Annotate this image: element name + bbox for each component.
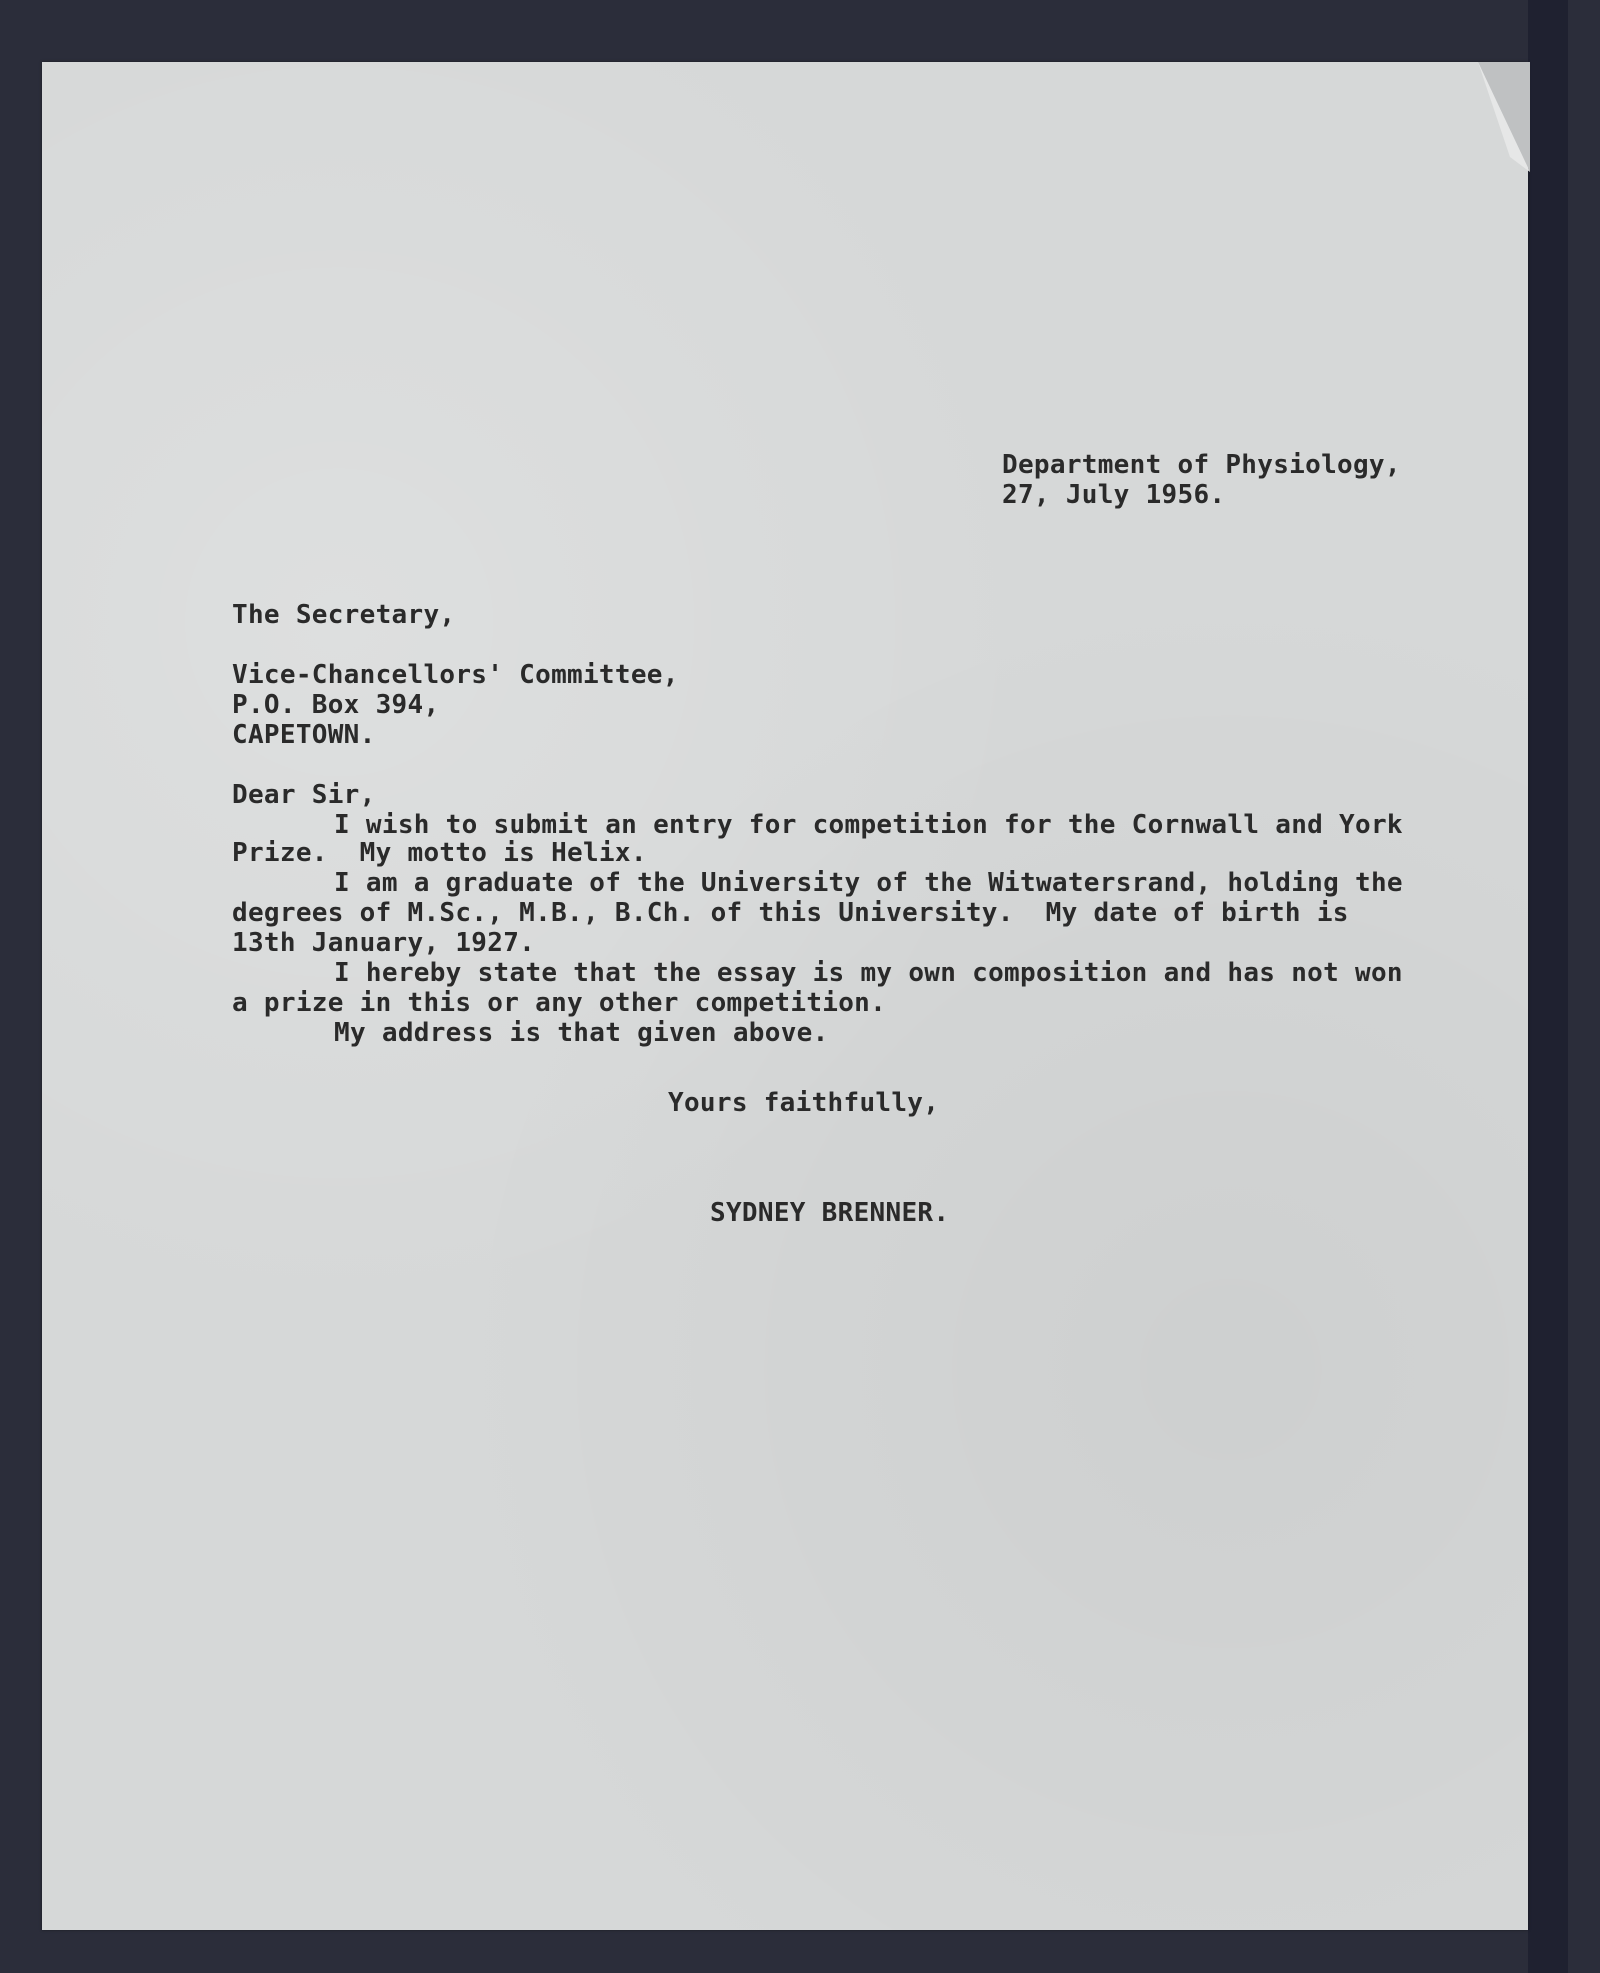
letter-date: 27, July 1956.	[1002, 480, 1226, 510]
body-line: a prize in this or any other competition.	[232, 988, 887, 1018]
scan-background-edge	[1528, 0, 1568, 1973]
recipient-title: The Secretary,	[232, 600, 456, 630]
letter-page	[42, 62, 1528, 1930]
recipient-po-box: P.O. Box 394,	[232, 690, 440, 720]
body-line: My address is that given above.	[334, 1018, 829, 1048]
recipient-organization: Vice-Chancellors' Committee,	[232, 660, 679, 690]
closing: Yours faithfully,	[668, 1088, 940, 1118]
signature: SYDNEY BRENNER.	[710, 1198, 950, 1228]
body-line: 13th January, 1927.	[232, 928, 536, 958]
body-line: degrees of M.Sc., M.B., B.Ch. of this University. My date of birth is	[232, 898, 1349, 928]
body-line: I hereby state that the essay is my own composition and has not won	[334, 958, 1403, 988]
body-line: Prize. My motto is Helix.	[232, 838, 647, 868]
folded-corner	[1470, 62, 1530, 172]
recipient-city: CAPETOWN.	[232, 720, 376, 750]
body-line: I wish to submit an entry for competition for the Cornwall and York	[334, 810, 1403, 840]
salutation: Dear Sir,	[232, 780, 376, 810]
body-line: I am a graduate of the University of the Witwatersrand, holding the	[334, 868, 1403, 898]
sender-department: Department of Physiology,	[1002, 450, 1401, 480]
